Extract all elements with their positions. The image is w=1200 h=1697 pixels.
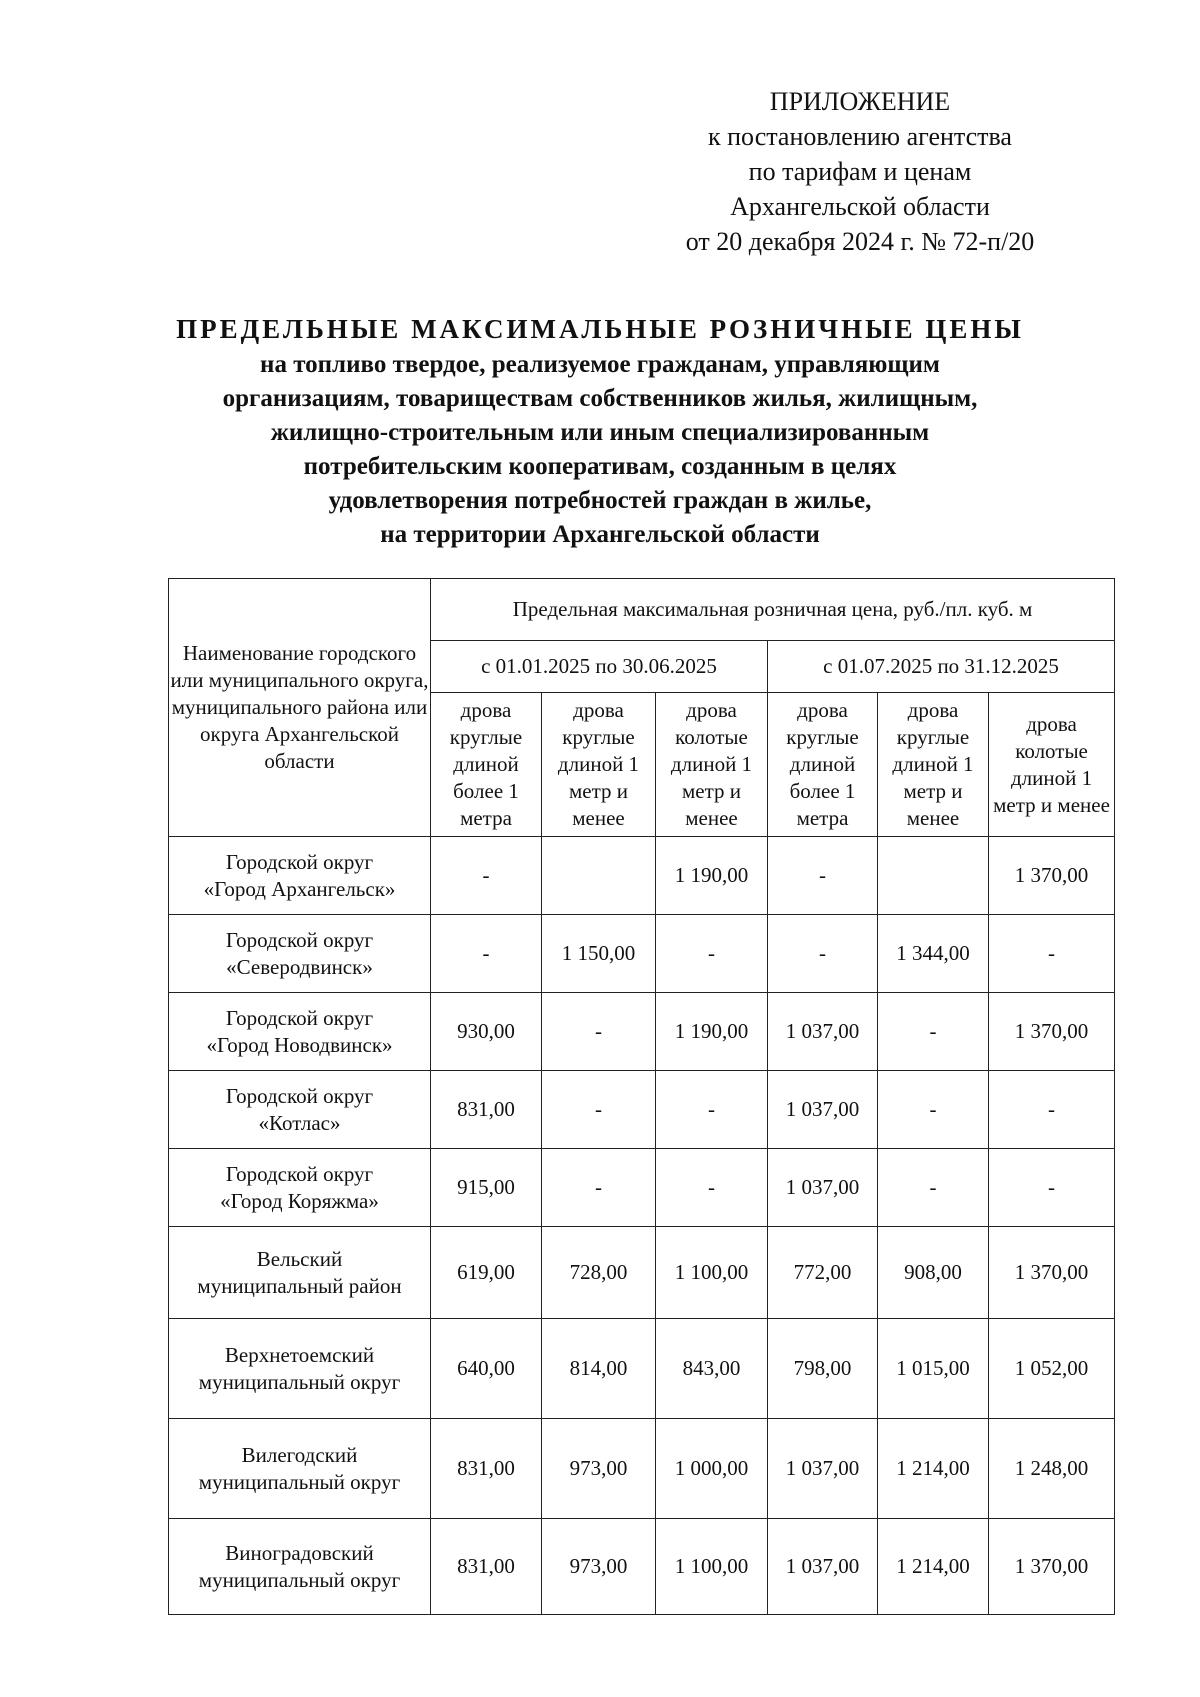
price-cell: 915,00 (431, 1149, 542, 1227)
price-cell: 619,00 (431, 1227, 542, 1319)
price-header: Предельная максимальная розничная цена, руб./пл. куб. м (431, 579, 1115, 641)
price-cell: 1 037,00 (768, 1071, 878, 1149)
price-cell: 843,00 (656, 1319, 768, 1419)
table-row (169, 1319, 1115, 1419)
price-cell: 728,00 (542, 1227, 656, 1319)
price-cell: - (768, 915, 878, 993)
price-cell: 1 370,00 (989, 1227, 1115, 1319)
title-line: потребительским кооперативам, созданным в целях (303, 453, 897, 480)
period-header: с 01.07.2025 по 31.12.2025 (768, 641, 1115, 693)
price-cell: - (656, 1149, 768, 1227)
table-row (169, 915, 1115, 993)
price-cell: 772,00 (768, 1227, 878, 1319)
price-cell: 1 370,00 (989, 837, 1115, 915)
table-row (169, 837, 1115, 915)
table-row (169, 993, 1115, 1071)
firewood-type-header: дрова круглые длиной 1 метр и менее (878, 693, 989, 837)
price-cell: 1 248,00 (989, 1419, 1115, 1519)
price-cell: 1 000,00 (656, 1419, 768, 1519)
firewood-type-header: дрова круглые длиной более 1 метра (431, 693, 542, 837)
price-cell: 1 015,00 (878, 1319, 989, 1419)
price-cell: 1 052,00 (989, 1319, 1115, 1419)
price-cell: - (542, 993, 656, 1071)
district-name-cell (169, 1419, 431, 1519)
period-header: с 01.01.2025 по 30.06.2025 (431, 641, 768, 693)
table-row (169, 1227, 1115, 1319)
price-cell: 1 190,00 (656, 837, 768, 915)
firewood-type-header: дрова колотые длиной 1 метр и менее (656, 693, 768, 837)
price-cell: - (542, 1071, 656, 1149)
district-name-line: Городской округ (225, 927, 374, 952)
table-row (169, 1071, 1115, 1149)
district-name-cell (169, 1519, 431, 1615)
price-cell: 814,00 (542, 1319, 656, 1419)
price-cell: - (768, 837, 878, 915)
price-cell: - (878, 1071, 989, 1149)
appendix-date-number: от 20 декабря 2024 г. № 72-п/20 (685, 227, 1035, 256)
price-cell: 1 344,00 (878, 915, 989, 993)
district-name-line: «Северодвинск» (226, 954, 373, 979)
price-cell: - (989, 1149, 1115, 1227)
district-name-line: «Город Новодвинск» (206, 1032, 393, 1057)
firewood-type-header: дрова круглые длиной 1 метр и менее (542, 693, 656, 837)
price-cell: 1 150,00 (542, 915, 656, 993)
price-cell: 973,00 (542, 1519, 656, 1615)
price-cell: - (878, 993, 989, 1071)
district-name-cell (169, 915, 431, 993)
price-cell: 1 037,00 (768, 1519, 878, 1615)
price-cell: 640,00 (431, 1319, 542, 1419)
price-table-body (169, 837, 1115, 1615)
price-cell: - (431, 837, 542, 915)
price-cell: - (878, 1149, 989, 1227)
district-name-line: Городской округ (225, 1083, 374, 1108)
title-main: ПРЕДЕЛЬНЫЕ МАКСИМАЛЬНЫЕ РОЗНИЧНЫЕ ЦЕНЫ (176, 314, 1024, 344)
district-name-line: Верхнетоемский (224, 1342, 375, 1367)
title-line: на топливо твердое, реализуемое гражданам, управляющим (260, 351, 940, 378)
price-cell: 831,00 (431, 1519, 542, 1615)
appendix-header (640, 84, 1080, 259)
price-cell: 1 100,00 (656, 1519, 768, 1615)
district-name-cell (169, 837, 431, 915)
table-row (169, 1149, 1115, 1227)
document-title (110, 312, 1090, 552)
price-cell: - (989, 1071, 1115, 1149)
table-row (169, 1519, 1115, 1615)
district-name-line: «Город Коряжма» (220, 1188, 379, 1213)
district-name-line: Городской округ (225, 1005, 374, 1030)
price-cell: 831,00 (431, 1071, 542, 1149)
price-cell: 1 037,00 (768, 1149, 878, 1227)
price-cell: 1 214,00 (878, 1419, 989, 1519)
price-cell: 1 037,00 (768, 1419, 878, 1519)
price-table (168, 578, 1115, 1615)
title-line: организациям, товариществам собственников жилья, жилищным, (222, 385, 978, 412)
district-name-line: муниципальный округ (198, 1567, 401, 1592)
title-line: жилищно-строительным или иным специализированным (270, 419, 930, 446)
district-name-line: Городской округ (225, 849, 374, 874)
price-cell: 1 370,00 (989, 1519, 1115, 1615)
price-cell: 1 370,00 (989, 993, 1115, 1071)
price-cell: 1 190,00 (656, 993, 768, 1071)
price-cell: 798,00 (768, 1319, 878, 1419)
district-name-line: Вилегодский (241, 1442, 358, 1467)
appendix-label: ПРИЛОЖЕНИЕ (769, 87, 951, 116)
appendix-line: к постановлению агентства (708, 122, 1012, 151)
firewood-type-header: дрова колотые длиной 1 метр и менее (989, 693, 1115, 837)
district-name-line: муниципальный район (197, 1273, 402, 1298)
price-cell: 930,00 (431, 993, 542, 1071)
firewood-type-header: дрова круглые длиной более 1 метра (768, 693, 878, 837)
title-line: на территории Архангельской области (380, 521, 820, 548)
price-cell: - (542, 1149, 656, 1227)
district-name-line: муниципальный округ (198, 1469, 401, 1494)
title-line: удовлетворения потребностей граждан в жилье, (328, 487, 872, 514)
district-name-cell (169, 1071, 431, 1149)
district-name-header: Наименование городского или муниципального округа, муниципального района или округа Архангельской области (169, 579, 431, 837)
price-cell: 1 100,00 (656, 1227, 768, 1319)
district-name-line: «Котлас» (258, 1110, 341, 1135)
table-row (169, 1419, 1115, 1519)
price-cell: 973,00 (542, 1419, 656, 1519)
price-cell: - (989, 915, 1115, 993)
price-cell: 1 037,00 (768, 993, 878, 1071)
appendix-line: Архангельской области (730, 192, 990, 221)
price-cell: 908,00 (878, 1227, 989, 1319)
district-name-line: «Город Архангельск» (203, 876, 396, 901)
price-cell (878, 837, 989, 915)
district-name-cell (169, 1319, 431, 1419)
district-name-cell (169, 993, 431, 1071)
price-cell: - (656, 1071, 768, 1149)
district-name-line: муниципальный округ (198, 1369, 401, 1394)
price-cell: 831,00 (431, 1419, 542, 1519)
district-name-line: Вельский (256, 1246, 343, 1271)
price-cell: 1 214,00 (878, 1519, 989, 1615)
district-name-cell (169, 1149, 431, 1227)
district-name-cell (169, 1227, 431, 1319)
price-cell: - (656, 915, 768, 993)
price-cell: - (431, 915, 542, 993)
appendix-line: по тарифам и ценам (748, 157, 972, 186)
district-name-line: Городской округ (225, 1161, 374, 1186)
district-name-line: Виноградовский (225, 1540, 374, 1565)
price-cell (542, 837, 656, 915)
